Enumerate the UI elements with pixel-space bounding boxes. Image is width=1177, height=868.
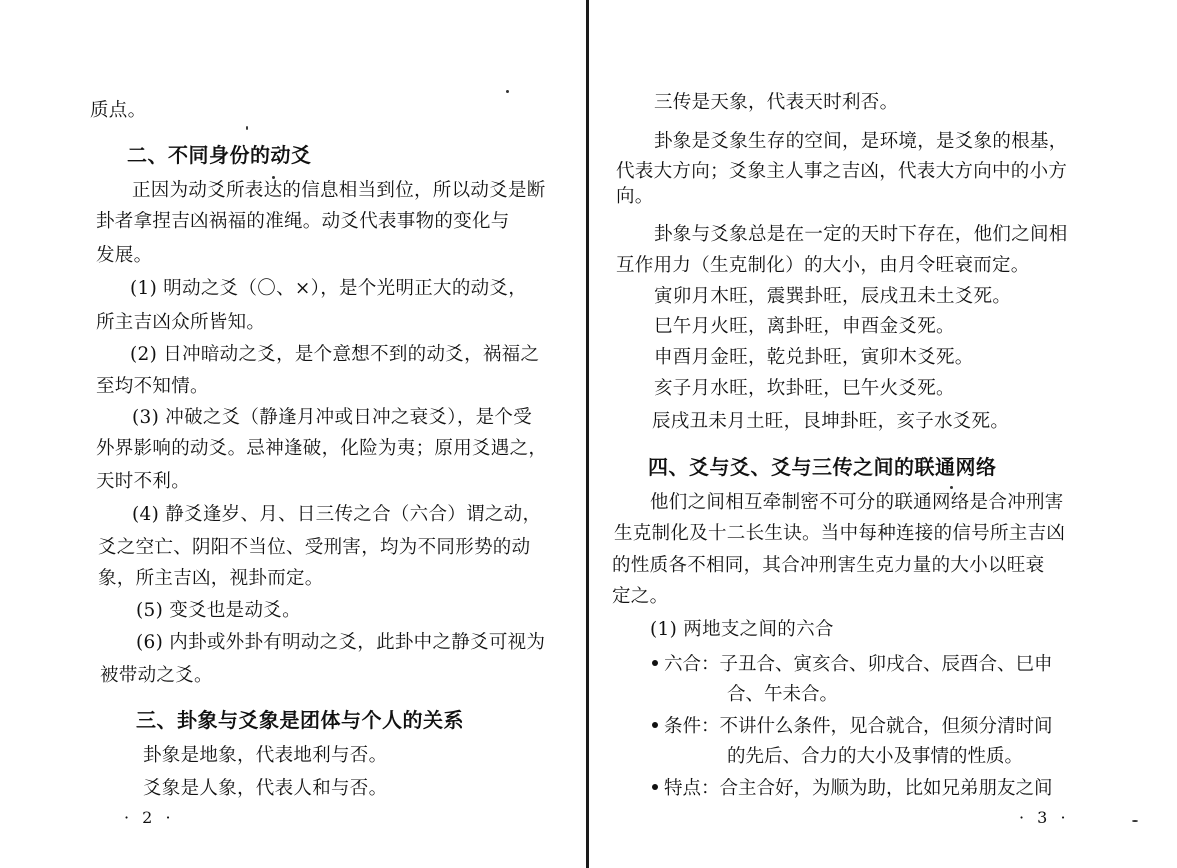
scan-speck bbox=[506, 90, 509, 93]
text-line: 他们之间相互牵制密不可分的联通网络是合冲刑害 bbox=[650, 492, 1064, 513]
text-line: 代表大方向；爻象主人事之吉凶，代表大方向中的小方 bbox=[616, 161, 1068, 182]
text-line: 辰戌丑未月土旺，艮坤卦旺，亥子水爻死。 bbox=[652, 411, 1010, 432]
list-item-text: 子丑合、寅亥合、卯戌合、辰酉合、巳申 bbox=[719, 654, 1053, 675]
text-line: 卦象是爻象生存的空间，是环境，是爻象的根基， bbox=[654, 131, 1068, 152]
text-line: 生克制化及十二长生诀。当中每种连接的信号所主吉凶 bbox=[614, 523, 1066, 544]
section-heading: 二、不同身份的动爻 bbox=[127, 143, 312, 167]
text-line: 互作用力（生克制化）的大小，由月令旺衰而定。 bbox=[616, 255, 1030, 276]
text-line: 发展。 bbox=[96, 245, 153, 266]
text-line: 所主吉凶众所皆知。 bbox=[96, 312, 266, 333]
text-line: (4) 静爻逢岁、月、日三传之合（六合）谓之动， bbox=[132, 504, 542, 525]
list-item bbox=[652, 712, 1053, 742]
text-line: 天时不利。 bbox=[96, 471, 191, 492]
left-page bbox=[0, 0, 588, 868]
right-page bbox=[592, 0, 1177, 868]
list-item-text: 合主合好，为顺为助，比如兄弟朋友之间 bbox=[719, 778, 1053, 799]
page-number: · 2 · bbox=[124, 808, 175, 827]
text-line: 亥子月水旺，坎卦旺，巳午火爻死。 bbox=[654, 378, 955, 399]
scan-speck bbox=[246, 126, 248, 130]
text-line: 寅卯月木旺，震巽卦旺，辰戌丑未土爻死。 bbox=[654, 286, 1012, 307]
text-line: 至均不知情。 bbox=[96, 376, 209, 397]
text-line: 卦象是地象，代表地利与否。 bbox=[143, 745, 388, 766]
text-line: 的性质各不相同，其合冲刑害生克力量的大小以旺衰 bbox=[612, 555, 1045, 576]
list-item-continuation: 合、午未合。 bbox=[727, 684, 839, 705]
text-line: 三传是天象，代表天时利否。 bbox=[654, 92, 899, 113]
text-line: 巳午月火旺，离卦旺，申酉金爻死。 bbox=[654, 316, 955, 337]
text-line: (1) 明动之爻（〇、×），是个光明正大的动爻， bbox=[130, 278, 528, 299]
text-line: 向。 bbox=[616, 186, 654, 207]
text-line: 正因为动爻所表达的信息相当到位，所以动爻是断 bbox=[132, 180, 546, 201]
text-line: (2) 日冲暗动之爻，是个意想不到的动爻，祸福之 bbox=[130, 344, 540, 365]
text-line: 定之。 bbox=[612, 586, 669, 607]
text-line: 卦者拿捏吉凶祸福的准绳。动爻代表事物的变化与 bbox=[96, 211, 510, 232]
list-item-label: 条件： bbox=[664, 716, 720, 737]
scan-speck bbox=[1132, 820, 1138, 822]
text-line: 被带动之爻。 bbox=[100, 665, 213, 686]
text-line: 申酉月金旺，乾兑卦旺，寅卯木爻死。 bbox=[654, 347, 974, 368]
text-line: (6) 内卦或外卦有明动之爻，此卦中之静爻可视为 bbox=[136, 632, 546, 653]
text-line: 外界影响的动爻。忌神逢破，化险为夷；原用爻遇之， bbox=[96, 438, 548, 459]
scan-speck bbox=[272, 176, 275, 179]
list-item-text: 不讲什么条件，见合就合，但须分清时间 bbox=[719, 716, 1053, 737]
scan-speck bbox=[950, 486, 953, 489]
list-item-continuation: 的先后、合力的大小及事情的性质。 bbox=[727, 746, 1024, 767]
bullet-icon bbox=[652, 660, 658, 666]
list-item bbox=[652, 650, 1053, 680]
text-line: (5) 变爻也是动爻。 bbox=[136, 600, 301, 621]
list-item bbox=[652, 774, 1053, 804]
text-line: 质点。 bbox=[90, 100, 147, 121]
bullet-icon bbox=[652, 722, 658, 728]
list-item-label: 特点： bbox=[664, 778, 720, 799]
text-line: 卦象与爻象总是在一定的天时下存在，他们之间相 bbox=[654, 224, 1068, 245]
text-line: (1) 两地支之间的六合 bbox=[650, 619, 834, 640]
bullet-icon bbox=[652, 784, 658, 790]
text-line: (3) 冲破之爻（静逢月冲或日冲之衰爻），是个受 bbox=[132, 407, 533, 428]
text-line: 爻之空亡、阴阳不当位、受刑害，均为不同形势的动 bbox=[98, 537, 531, 558]
text-line: 象，所主吉凶，视卦而定。 bbox=[98, 568, 324, 589]
section-heading: 三、卦象与爻象是团体与个人的关系 bbox=[136, 708, 464, 732]
list-item-label: 六合： bbox=[664, 654, 720, 675]
page-number: · 3 · bbox=[1019, 808, 1070, 827]
section-heading: 四、爻与爻、爻与三传之间的联通网络 bbox=[648, 455, 997, 479]
text-line: 爻象是人象，代表人和与否。 bbox=[143, 778, 388, 799]
